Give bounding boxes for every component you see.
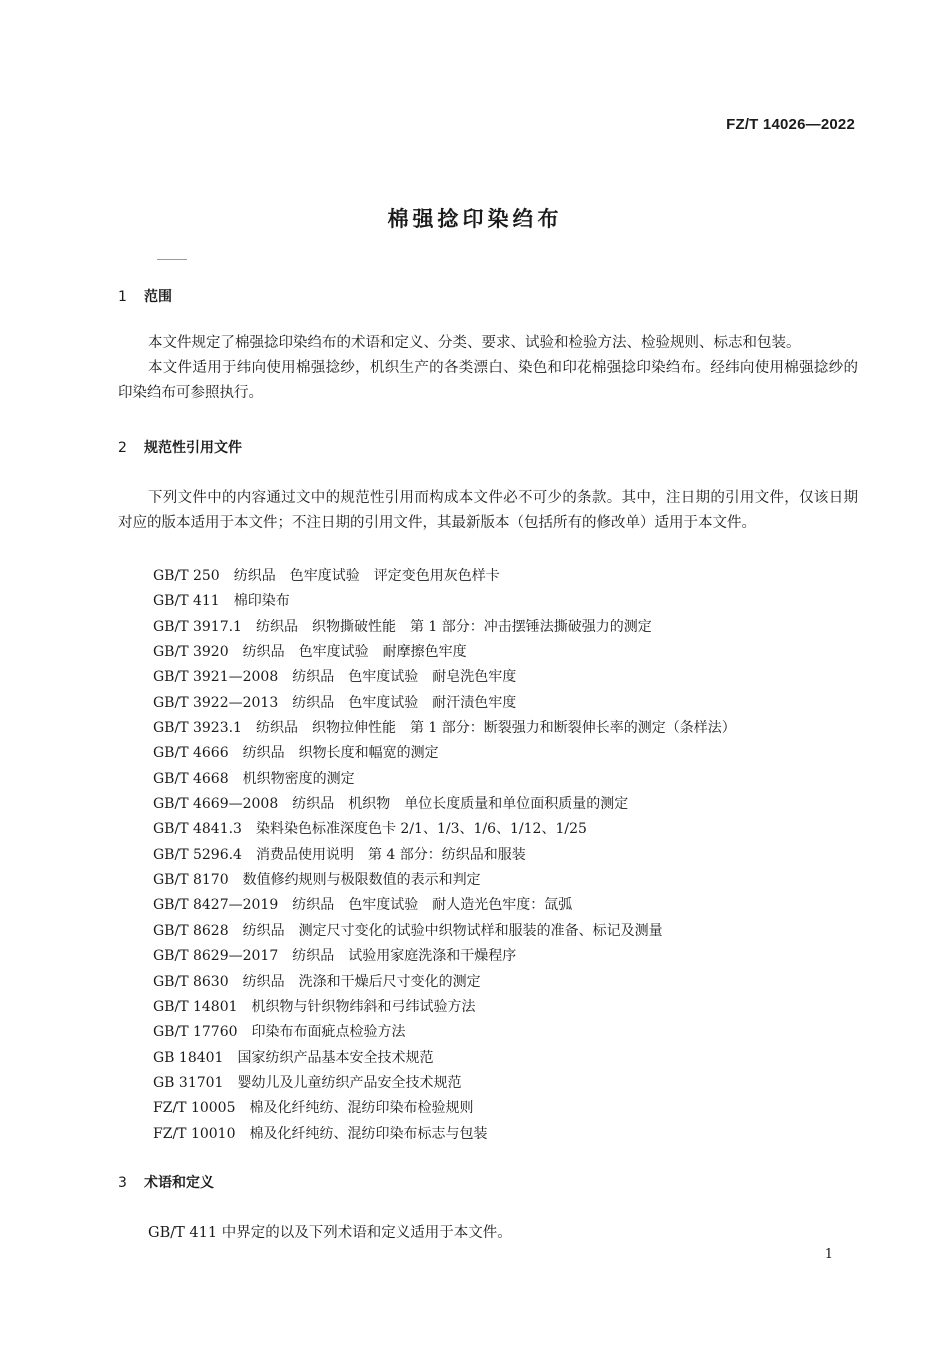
reference-title: 纺织品 色牢度试验 评定变色用灰色样卡 [233,568,500,584]
section-3-body [118,1221,858,1246]
reference-title: 纺织品 洗涤和干燥后尺寸变化的测定 [242,973,481,990]
reference-code: GB/T 3922—2013 [153,694,279,711]
reference-code: GB/T 411 [153,593,220,610]
reference-title: 机织物与针织物纬斜和弓纬试验方法 [251,998,476,1015]
paragraph: 本文件规定了棉强捻印染绉布的术语和定义、分类、要求、试验和检验方法、检验规则、标志和包装。 [148,335,801,351]
reference-item [153,615,736,640]
reference-title: 纺织品 色牢度试验 耐人造光色牢度：氙弧 [292,897,573,914]
reference-code: GB/T 4668 [153,770,229,787]
section-number: 3 [118,1175,127,1191]
reference-code: FZ/T 10010 [153,1125,236,1142]
reference-title: 纺织品 织物长度和幅宽的测定 [242,745,439,762]
scan-mark [157,259,187,260]
paragraph: 本文件适用于纬向使用棉强捻纱，机织生产的各类漂白、染色和印花棉强捻印染绉布。经纬向使用棉强捻纱的印染绉布可参照执行。 [118,360,858,401]
reference-title: 纺织品 机织物 单位长度质量和单位面积质量的测定 [292,796,629,813]
reference-item [153,1122,736,1147]
reference-title: 纺织品 色牢度试验 耐摩擦色牢度 [242,644,467,661]
reference-title: 消费品使用说明 第 4 部分：纺织品和服装 [255,846,526,863]
reference-code: GB/T 3921—2008 [153,669,279,686]
reference-code: GB/T 4669—2008 [153,796,279,813]
reference-item [153,792,736,817]
reference-title: 纺织品 色牢度试验 耐皂洗色牢度 [292,669,517,686]
reference-item [153,1071,736,1096]
reference-code: GB/T 4841.3 [153,821,242,838]
reference-code: GB/T 14801 [153,998,238,1015]
reference-title: 数值修约规则与极限数值的表示和判定 [242,872,481,889]
reference-item [153,1046,736,1071]
reference-title: 机织物密度的测定 [242,770,355,787]
reference-item [153,564,736,589]
reference-title: 染料染色标准深度色卡 2/1、1/3、1/6、1/12、1/25 [255,821,587,838]
reference-item [153,970,736,995]
section-heading-3 [118,1172,214,1192]
section-heading-1 [118,286,172,306]
reference-item [153,817,736,842]
reference-title: 纺织品 织物拉伸性能 第 1 部分：断裂强力和断裂伸长率的测定（条样法） [255,720,736,737]
reference-item [153,716,736,741]
reference-title: 棉及化纤纯纺、混纺印染布标志与包装 [249,1125,488,1142]
document-title: 棉强捻印染绉布 [387,207,563,231]
reference-code: GB/T 250 [153,568,220,584]
reference-code: GB/T 3923.1 [153,720,242,737]
reference-title: 国家纺织产品基本安全技术规范 [237,1049,434,1066]
reference-item [153,919,736,944]
reference-code: GB/T 8629—2017 [153,948,279,965]
reference-item [153,1020,736,1045]
reference-item [153,893,736,918]
paragraph: GB/T 411 中界定的以及下列术语和定义适用于本文件。 [148,1225,512,1241]
reference-item [153,741,736,766]
reference-title: 棉及化纤纯纺、混纺印染布检验规则 [249,1100,474,1117]
reference-item [153,995,736,1020]
reference-item [153,640,736,665]
reference-item [153,589,736,614]
reference-title: 纺织品 试验用家庭洗涤和干燥程序 [292,948,517,965]
reference-list [153,564,736,1147]
section-title: 规范性引用文件 [144,440,242,456]
reference-code: GB/T 8628 [153,922,229,939]
section-heading-2 [118,437,242,457]
reference-code: FZ/T 10005 [153,1100,236,1117]
reference-code: GB/T 3920 [153,644,229,661]
reference-title: 纺织品 色牢度试验 耐汗渍色牢度 [292,694,517,711]
reference-item [153,843,736,868]
standard-code: FZ/T 14026—2022 [726,116,855,133]
paragraph: 下列文件中的内容通过文中的规范性引用而构成本文件必不可少的条款。其中，注日期的引用文件，仅该日期对应的版本适用于本文件；不注日期的引用文件，其最新版本（包括所有的修改单）适用于本文件。 [118,490,858,531]
reference-item [153,868,736,893]
section-1-body [118,331,858,406]
reference-code: GB 31701 [153,1074,224,1091]
reference-code: GB/T 5296.4 [153,846,242,863]
section-title: 范围 [144,289,172,305]
reference-code: GB/T 17760 [153,1024,238,1041]
section-number: 1 [118,289,127,305]
section-2-body [118,486,858,536]
reference-code: GB/T 8170 [153,872,229,889]
reference-code: GB/T 3917.1 [153,618,242,635]
reference-code: GB/T 4666 [153,745,229,762]
reference-title: 棉印染布 [233,593,290,610]
reference-item [153,1096,736,1121]
page-number: 1 [824,1247,833,1262]
reference-code: GB/T 8427—2019 [153,897,279,914]
reference-code: GB 18401 [153,1049,224,1066]
reference-item [153,767,736,792]
section-title: 术语和定义 [144,1175,214,1191]
reference-item [153,691,736,716]
reference-title: 婴幼儿及儿童纺织产品安全技术规范 [237,1074,462,1091]
reference-title: 印染布布面疵点检验方法 [251,1024,406,1041]
reference-code: GB/T 8630 [153,973,229,990]
section-number: 2 [118,440,127,456]
reference-title: 纺织品 织物撕破性能 第 1 部分：冲击摆锤法撕破强力的测定 [255,618,652,635]
reference-item [153,944,736,969]
reference-item [153,665,736,690]
reference-title: 纺织品 测定尺寸变化的试验中织物试样和服装的准备、标记及测量 [242,922,663,939]
